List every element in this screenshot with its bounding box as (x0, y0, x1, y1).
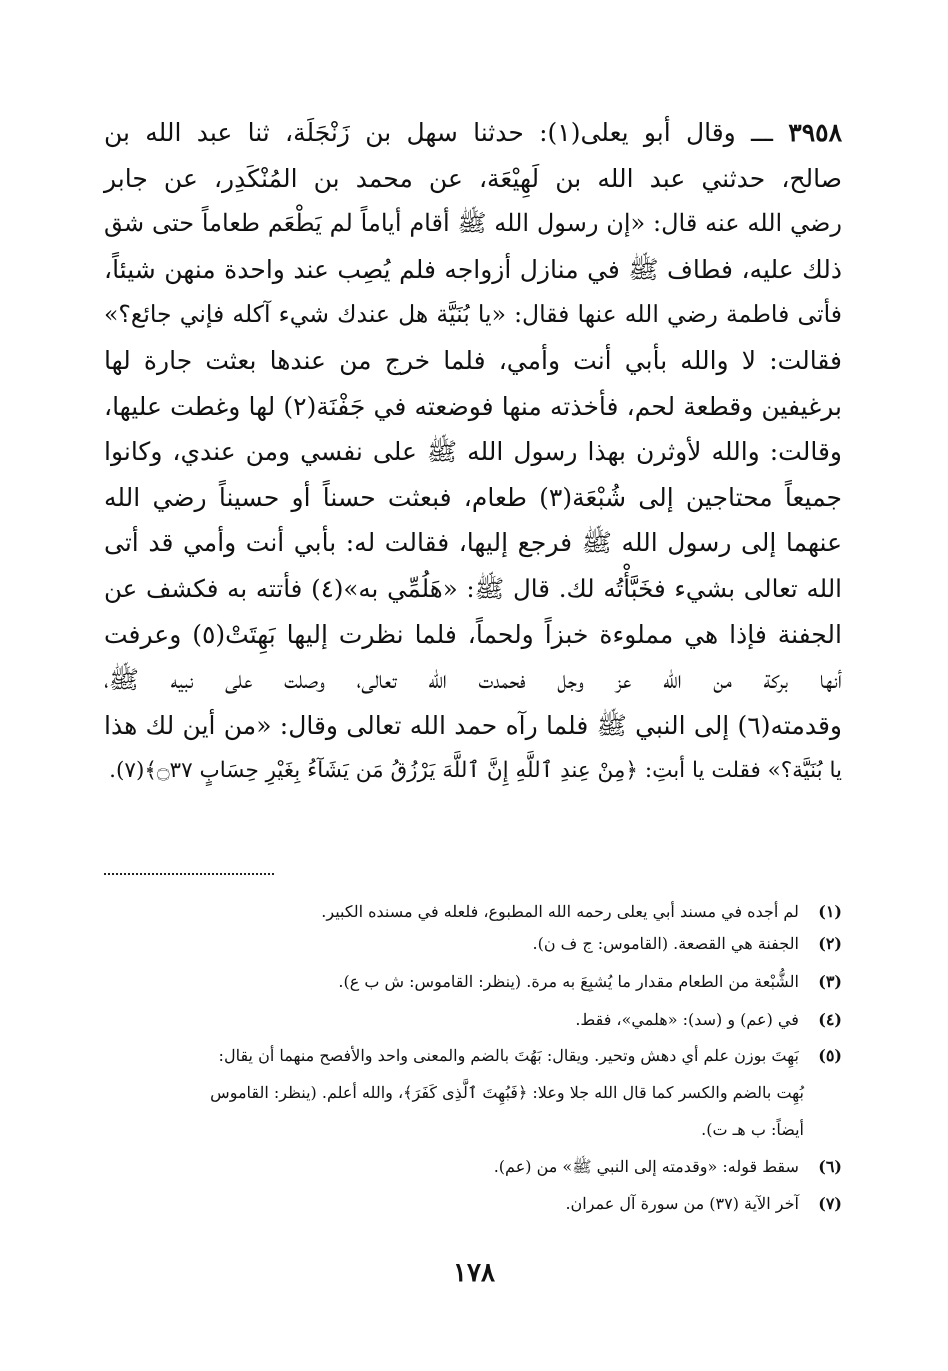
main-line: أنها بركة من الله عز وجل فحمدت الله تعالى، وصلت على نبيه ﷺ، (104, 665, 842, 695)
footnote-text: في (عم) و (سد): «هلمي»، فقط. (575, 1010, 799, 1029)
main-line: ذلك عليه، فطاف ﷺ في منازل أزواجه فلم يُصِب عند واحدة منهن شيئاً، (104, 254, 842, 284)
main-line: برغيفين وقطعة لحم، فأخذته منها فوضعته في جَفْنَة(٢) لها وغطت عليها، (104, 391, 842, 421)
main-line: جميعاً محتاجين إلى شُبْعَة(٣) طعام، فبعثت حسناً أو حسيناً رضي الله (104, 482, 843, 512)
main-line: صالح، حدثني عبد الله بن لَهِيْعَة، عن محمد بن المُنْكَدِر، عن جابر (104, 163, 842, 193)
footnote (104, 931, 842, 956)
footnote-text: بَهِتَ بوزن علم أي دهش وتحير. ويقال: بَهُتَ بالضم والمعنى واحد والأفصح منهما أن يقال: (218, 1046, 799, 1065)
footnote-continuation: بُهِت بالضم والكسر كما قال الله جلا وعلا: ﴿فَبُهِتَ ٱلَّذِى كَفَرَ﴾، والله أعلم. (ينظر: القاموس (210, 1083, 804, 1102)
main-line: يا بُنَيَّة؟» فقلت يا أبتِ: ﴿مِنْ عِندِ ٱللَّهِ إِنَّ ٱللَّهَ يَرْزُقُ مَن يَشَآءُ بِغَيْرِ حِسَابٍ ۝٣٧﴾(٧). (109, 758, 842, 784)
main-text (104, 110, 842, 794)
footnote-separator (104, 873, 274, 877)
footnote (104, 899, 842, 924)
main-line: الله تعالى بشيء فخَبَّأْتُه لك. قال ﷺ: «هَلُمِّي به»(٤) فأتته به فكشف عن (104, 573, 842, 603)
main-line: وقالت: والله لأوثرن بهذا رسول الله ﷺ على نفسي ومن عندي، وكانوا (104, 437, 842, 467)
footnote-number: (٥) (818, 1046, 842, 1065)
main-line: فأتى فاطمة رضي الله عنها فقال: «يا بُنَيَّة هل عندك شيء آكله فإني جائع؟» (104, 300, 842, 329)
main-line (104, 110, 842, 156)
footnote-text: الجفنة هي القصعة. (القاموس: ج ف ن). (532, 934, 799, 953)
footnote-number: (٧) (818, 1194, 842, 1213)
footnote-text: الشُّبْعة من الطعام مقدار ما يُشبِعَ به مرة. (ينظر: القاموس: ش ب ع). (338, 972, 799, 991)
hadith-number: ٣٩٥٨ (788, 118, 842, 147)
footnote-number: (٤) (818, 1010, 842, 1029)
footnote (104, 969, 842, 994)
footnote-continuation: أيضاً: ب هـ ت). (701, 1120, 804, 1139)
main-line: رضي الله عنه قال: «إن رسول الله ﷺ أقام أياماً لم يَطْعَم طعاماً حتى شق (104, 209, 842, 238)
main-line: وقدمته(٦) إلى النبي ﷺ فلما رآه حمد الله تعالى وقال: «من أين لك هذا (104, 710, 842, 740)
main-line: عنهما إلى رسول الله ﷺ فرجع إليها، فقالت له: بأبي أنت وأمي قد أتى (104, 528, 842, 558)
footnote-number: (٢) (818, 934, 842, 953)
footnote (104, 1007, 842, 1032)
footnote-number: (١) (818, 902, 842, 921)
page-number: ١٧٨ (453, 1258, 495, 1288)
main-line: الجفنة فإذا هي مملوءة خبزاً ولحماً، فلما نظرت إليها بَهِتَتْ(٥) وعرفت (104, 619, 842, 649)
footnote-text: سقط قوله: «وقدمته إلى النبي ﷺ» من (عم). (493, 1157, 799, 1176)
main-line: فقالت: لا والله بأبي أنت وأمي، فلما خرج من عندها بعثت جارة لها (104, 345, 842, 375)
footnote-text: آخر الآية (٣٧) من سورة آل عمران. (565, 1194, 799, 1213)
footnote-number: (٦) (818, 1157, 842, 1176)
footnote (104, 1191, 842, 1216)
footnote (104, 1043, 842, 1068)
footnote-text: لم أجده في مسند أبي يعلى رحمه الله المطبوع، فلعله في مسنده الكبير. (321, 902, 799, 921)
footnote (104, 1154, 842, 1179)
footnote-number: (٣) (818, 972, 842, 991)
main-line-text: ـــ وقال أبو يعلى(١): حدثنا سهل بن زَنْجَلَة، ثنا عبد الله بن (104, 118, 773, 147)
